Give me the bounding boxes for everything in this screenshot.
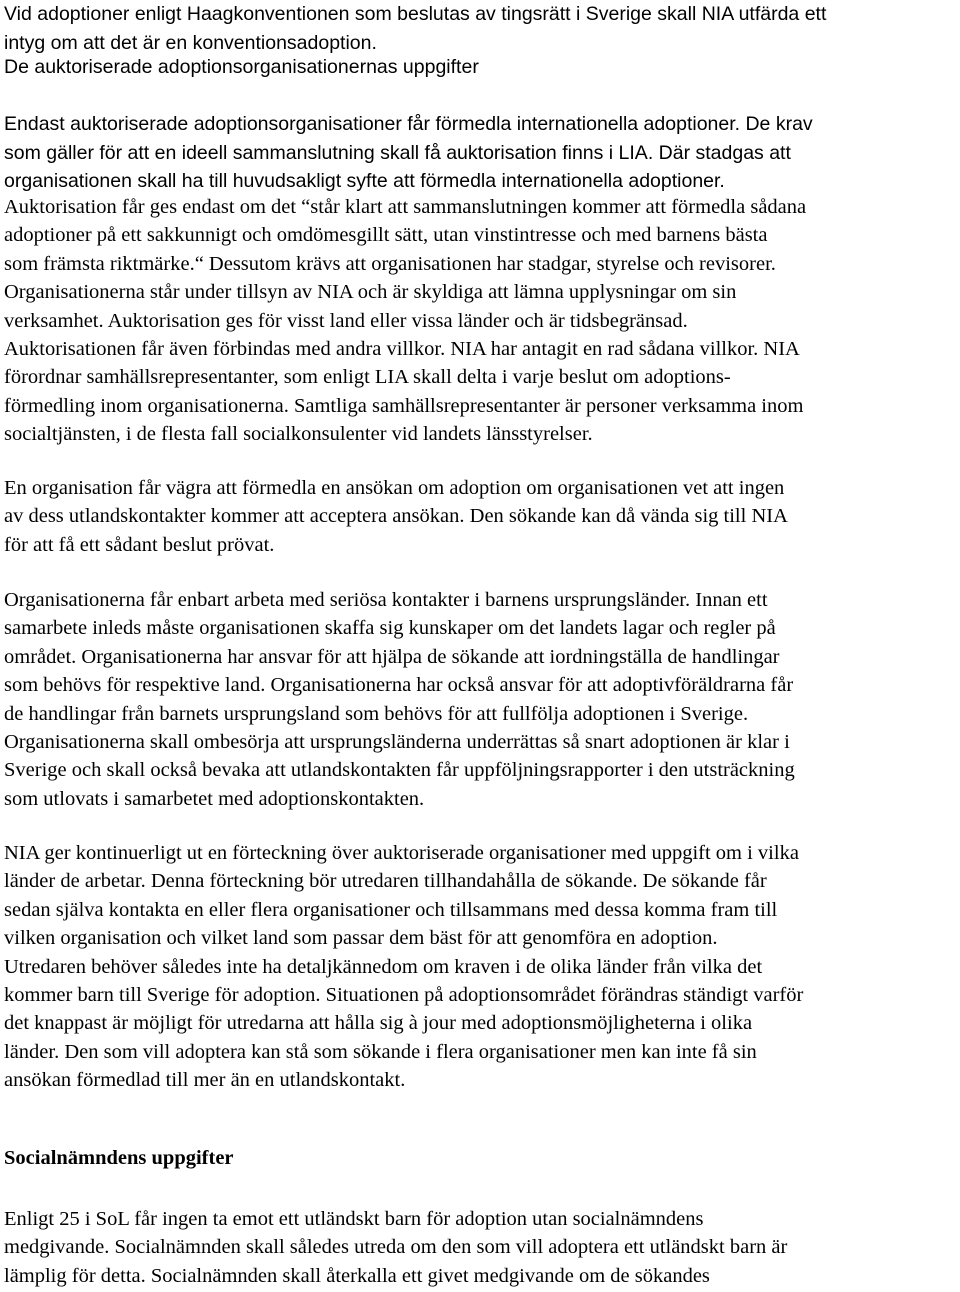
text-line: de handlingar från barnets ursprungsland som behövs för att fullfölja adoptionen i Sverige.	[4, 702, 749, 725]
text-line: länder. Den som vill adoptera kan stå som sökande i flera organisationer men kan inte få sin	[4, 1040, 757, 1063]
text-line: som behövs för respektive land. Organisationerna har också ansvar för att adoptivföräldrarna får	[4, 674, 794, 697]
text-line: Endast auktoriserade adoptionsorganisationer får förmedla internationella adoptioner. De krav	[4, 113, 813, 135]
section-heading-social: Socialnämndens uppgifter	[4, 1147, 234, 1169]
text-line: Vid adoptioner enligt Haagkonventionen som beslutas av tingsrätt i Sverige skall NIA utfärda ett	[4, 3, 827, 25]
text-line: av dess utlandskontakter kommer att acceptera ansökan. Den sökande kan då vända sig till NIA	[4, 505, 788, 528]
text-line: Utredaren behöver således inte ha detaljkännedom om kraven i de olika länder från vilka det	[4, 955, 763, 978]
text-line: förordnar samhällsrepresentanter, som enligt LIA skall delta i varje beslut om adoptions-	[4, 366, 731, 389]
paragraph-social-services	[4, 1205, 787, 1290]
intro-paragraph	[4, 0, 826, 57]
text-line: verksamhet. Auktorisation ges för visst land eller vissa länder och är tidsbegränsad.	[4, 309, 688, 332]
text-line: det knappast är möjligt för utredarna att hålla sig à jour med adoptionsmöjligheterna i olika	[4, 1012, 753, 1035]
text-line: Sverige och skall också bevaka att utlandskontakten får uppföljningsrapporter i den utsträckning	[4, 759, 795, 782]
text-line: lämplig för detta. Socialnämnden skall återkalla ett givet medgivande om de sökandes	[4, 1264, 710, 1287]
text-line: Organisationerna skall ombesörja att ursprungsländerna underrättas så snart adoptionen är klar i	[4, 731, 790, 754]
text-line: Auktorisationen får även förbindas med andra villkor. NIA har antagit en rad sådana villkor. NIA	[4, 338, 800, 361]
section-heading-organisations: De auktoriserade adoptionsorganisationernas uppgifter	[4, 56, 479, 78]
text-line: länder de arbetar. Denna förteckning bör utredaren tillhandahålla de sökande. De sökande får	[4, 870, 767, 893]
text-line: intyg om att det är en konventionsadoption.	[4, 31, 377, 54]
text-line: som gäller för att en ideell sammanslutning skall få auktorisation finns i LIA. Där stadgas att	[4, 141, 791, 164]
text-line: sedan själva kontakta en eller flera organisationer och tillsammans med dessa komma fram till	[4, 898, 778, 921]
text-line: Organisationerna står under tillsyn av NIA och är skyldiga att lämna upplysningar om sin	[4, 281, 737, 304]
text-line: En organisation får vägra att förmedla en ansökan om adoption om organisationen vet att ingen	[4, 477, 785, 499]
text-line: organisationen skall ha till huvudsakligt syfte att förmedla internationella adoptioner.	[4, 170, 725, 192]
text-line: området. Organisationerna har ansvar för att hjälpa de sökande att iordningställa de handlingar	[4, 645, 780, 668]
text-line: för att få ett sådant beslut prövat.	[4, 533, 275, 556]
text-line: samarbete inleds måste organisationen skaffa sig kunskaper om det landets lagar och regler på	[4, 617, 776, 640]
text-line: medgivande. Socialnämnden skall således utreda om den som vill adoptera ett utländskt barn är	[4, 1236, 788, 1259]
paragraph-refuse-application	[4, 474, 788, 559]
text-line: NIA ger kontinuerligt ut en förteckning över auktoriserade organisationer med uppgift om i vilka	[4, 842, 799, 864]
text-line: socialtjänsten, i de flesta fall socialkonsulenter vid landets länsstyrelser.	[4, 423, 593, 446]
text-line: ansökan förmedlad till mer än en utlandskontakt.	[4, 1069, 406, 1092]
text-line: Organisationerna får enbart arbeta med seriösa kontakter i barnens ursprungsländer. Innan ett	[4, 589, 768, 611]
text-line: som främsta riktmärke.“ Dessutom krävs att organisationen har stadgar, styrelse och revisorer.	[4, 252, 776, 275]
text-line: Enligt 25 i SoL får ingen ta emot ett utländskt barn för adoption utan socialnämndens	[4, 1208, 704, 1230]
paragraph-contacts	[4, 586, 795, 813]
text-line: som utlovats i samarbetet med adoptionskontakten.	[4, 787, 425, 810]
text-line: förmedling inom organisationerna. Samtliga samhällsrepresentanter är personer verksamma inom	[4, 394, 804, 417]
text-line: Auktorisation får ges endast om det “står klart att sammanslutningen kommer att förmedla sådana	[4, 196, 807, 218]
paragraph-authorised-organisations	[4, 110, 813, 196]
text-line: kommer barn till Sverige för adoption. Situationen på adoptionsområdet förändras ständigt varför	[4, 984, 804, 1007]
paragraph-auktorisation	[4, 193, 806, 449]
text-line: adoptioner på ett sakkunnigt och omdömesgillt sätt, utan vinstintresse och med barnens bästa	[4, 224, 768, 247]
paragraph-register	[4, 839, 803, 1095]
text-line: vilken organisation och vilket land som passar dem bäst för att genomföra en adoption.	[4, 927, 718, 950]
